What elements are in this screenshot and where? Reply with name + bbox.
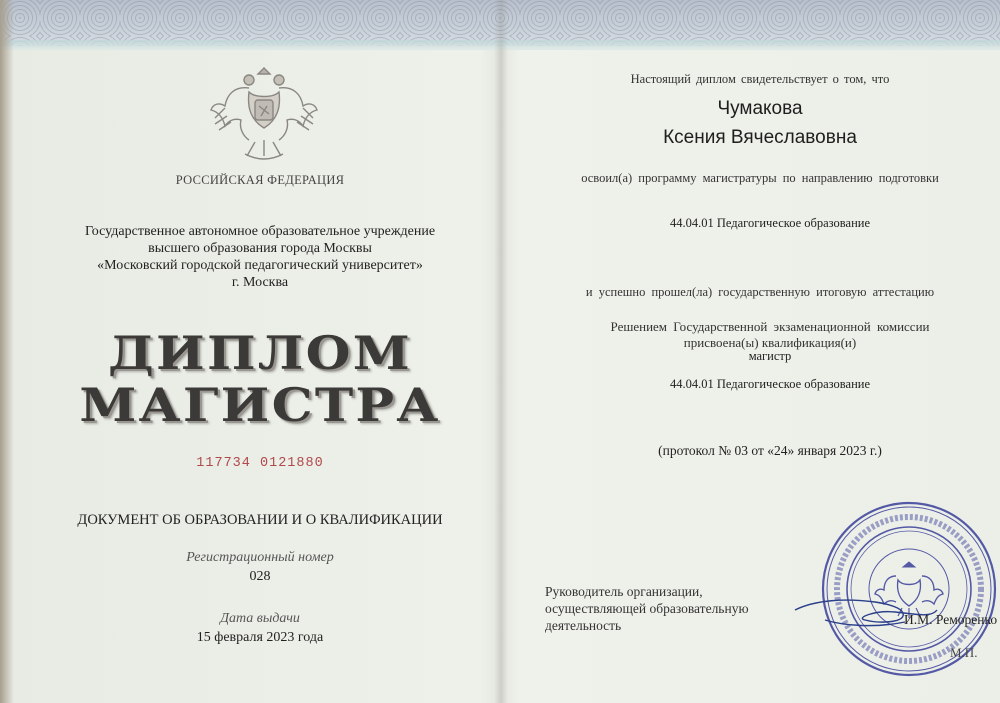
qualification-assigned-text: присвоена(ы) квалификация(и) xyxy=(683,335,857,350)
institution-line: высшего образования города Москвы xyxy=(148,241,372,256)
protocol-reference: (протокол № 03 от «24» января 2023 г.) xyxy=(658,443,882,458)
document-type: ДОКУМЕНТ ОБ ОБРАЗОВАНИИ И О КВАЛИФИКАЦИИ xyxy=(77,512,443,528)
registration-number: 028 xyxy=(249,569,271,584)
institution-line: Государственное автономное образовательное учреждение xyxy=(84,224,436,239)
issue-date: 15 февраля 2023 года xyxy=(196,630,324,645)
serial-number: 117734 0121880 xyxy=(196,456,324,471)
head-org-line: осуществляющей образовательную xyxy=(545,601,749,616)
graduate-surname: Чумакова xyxy=(717,98,803,119)
institution-line: «Московский городской педагогический университет» xyxy=(97,258,423,273)
seal-place-label: М.П. xyxy=(950,645,978,660)
issue-date-label: Дата выдачи xyxy=(220,611,300,626)
country-name: РОССИЙСКАЯ ФЕДЕРАЦИЯ xyxy=(175,173,345,187)
program-direction: 44.04.01 Педагогическое образование xyxy=(669,216,871,230)
mastered-program-text: освоил(а) программу магистратуры по направлению подготовки xyxy=(581,171,939,185)
head-org-line: Руководитель организации, xyxy=(545,584,703,599)
attestation-text: и успешно прошел(ла) государственную итоговую аттестацию xyxy=(585,285,935,299)
qualification: магистр xyxy=(748,349,792,363)
diploma-title-line1: ДИПЛОМ xyxy=(107,326,413,380)
coat-of-arms-icon xyxy=(205,58,323,170)
head-of-organization-label xyxy=(545,583,805,634)
diploma-title-line2: МАГИСТРА xyxy=(79,378,441,432)
qualification-direction: 44.04.01 Педагогическое образование xyxy=(669,377,871,391)
head-org-line: деятельность xyxy=(545,618,622,633)
institution-city: г. Москва xyxy=(231,275,289,290)
graduate-given-names: Ксения Вячеславовна xyxy=(663,127,857,148)
signer-name: И.М. Реморенко xyxy=(904,612,998,627)
certifies-text: Настоящий диплом свидетельствует о том, что xyxy=(630,72,890,86)
page-edge-shadow xyxy=(0,0,14,703)
registration-label: Регистрационный номер xyxy=(186,550,334,565)
institution-name xyxy=(60,223,460,291)
decision-text: Решением Государственной экзаменационной комиссии xyxy=(610,319,930,334)
page-fold xyxy=(494,0,508,703)
